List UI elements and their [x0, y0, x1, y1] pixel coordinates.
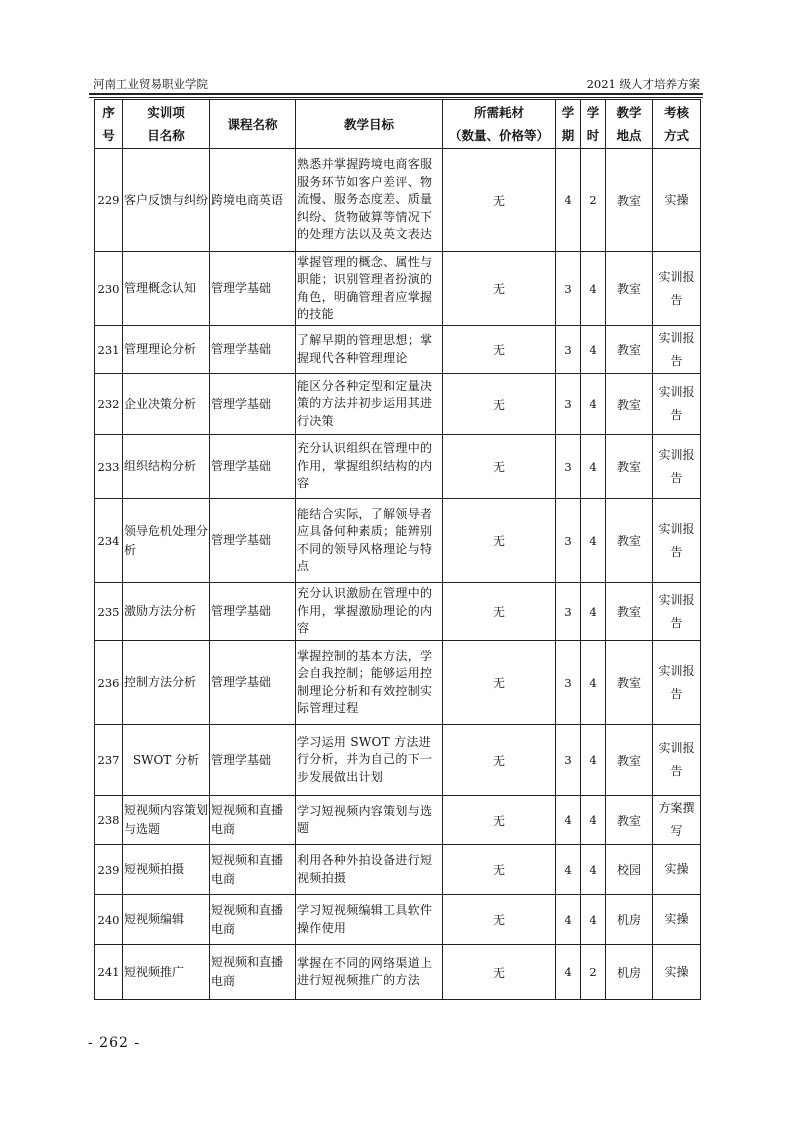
project-name: 短视频编辑: [123, 895, 210, 945]
course-name: 短视频和直播电商: [210, 895, 296, 945]
teaching-place: 教室: [606, 435, 653, 499]
plan-title: 2021 级人才培养方案: [586, 77, 700, 91]
course-name: 跨境电商英语: [210, 149, 296, 252]
course-name: 短视频和直播电商: [210, 845, 296, 895]
row-number: 236: [95, 641, 123, 725]
materials: 无: [443, 845, 556, 895]
header-rule-thin: [89, 97, 703, 98]
row-number: 239: [95, 845, 123, 895]
page-header: [93, 76, 700, 92]
table-header-row: [95, 100, 701, 149]
term: 4: [556, 149, 581, 252]
assessment: 实训报告: [653, 435, 701, 499]
row-number: 229: [95, 149, 123, 252]
teaching-place: 教室: [606, 252, 653, 326]
page-number: - 262 -: [88, 1035, 141, 1051]
table-row: [95, 149, 701, 252]
table-row: [95, 435, 701, 499]
term: 3: [556, 374, 581, 435]
teaching-place: 机房: [606, 895, 653, 945]
project-name: 组织结构分析: [123, 435, 210, 499]
hours: 4: [581, 583, 606, 641]
teaching-place: 教室: [606, 725, 653, 796]
teaching-place: 校园: [606, 845, 653, 895]
col-header-materials: 所需耗材 （数量、价格等）: [443, 100, 556, 149]
hours: 4: [581, 845, 606, 895]
teaching-place: 机房: [606, 945, 653, 1000]
teaching-goal: 掌握控制的基本方法，学会自我控制；能够运用控制理论分析和有效控制实际管理过程: [296, 641, 443, 725]
project-name: 短视频推广: [123, 945, 210, 1000]
term: 3: [556, 326, 581, 374]
row-number: 234: [95, 499, 123, 583]
assessment: 方案撰写: [653, 796, 701, 845]
hours: 4: [581, 725, 606, 796]
teaching-place: 教室: [606, 583, 653, 641]
term: 3: [556, 583, 581, 641]
course-name: 管理学基础: [210, 583, 296, 641]
teaching-place: 教室: [606, 149, 653, 252]
project-name: 激励方法分析: [123, 583, 210, 641]
teaching-goal: 学习运用 SWOT 方法进行分析，并为自己的下一步发展做出计划: [296, 725, 443, 796]
assessment: 实训报告: [653, 641, 701, 725]
row-number: 230: [95, 252, 123, 326]
hours: 4: [581, 326, 606, 374]
assessment: 实训报告: [653, 252, 701, 326]
materials: 无: [443, 641, 556, 725]
school-name: 河南工业贸易职业学院: [93, 77, 208, 91]
course-name: 管理学基础: [210, 374, 296, 435]
hours: 2: [581, 149, 606, 252]
term: 3: [556, 725, 581, 796]
assessment: 实训报告: [653, 326, 701, 374]
col-header-place: 教学 地点: [606, 100, 653, 149]
project-name: 管理理论分析: [123, 326, 210, 374]
col-header-hours: 学 时: [581, 100, 606, 149]
course-name: 管理学基础: [210, 326, 296, 374]
teaching-goal: 能区分各种定型和定量决策的方法并初步运用其进行决策: [296, 374, 443, 435]
row-number: 241: [95, 945, 123, 1000]
assessment: 实操: [653, 149, 701, 252]
course-name: 管理学基础: [210, 252, 296, 326]
term: 4: [556, 945, 581, 1000]
table-row: [95, 374, 701, 435]
teaching-goal: 掌握管理的概念、属性与职能；识别管理者扮演的角色，明确管理者应掌握的技能: [296, 252, 443, 326]
col-header-name: 实训项 目名称: [123, 100, 210, 149]
row-number: 240: [95, 895, 123, 945]
materials: 无: [443, 435, 556, 499]
assessment: 实训报告: [653, 499, 701, 583]
table-row: [95, 845, 701, 895]
hours: 4: [581, 499, 606, 583]
training-table: [94, 99, 701, 1000]
materials: 无: [443, 945, 556, 1000]
materials: 无: [443, 374, 556, 435]
course-name: 短视频和直播电商: [210, 796, 296, 845]
teaching-goal: 利用各种外拍设备进行短视频拍摄: [296, 845, 443, 895]
hours: 4: [581, 895, 606, 945]
assessment: 实训报告: [653, 725, 701, 796]
term: 3: [556, 435, 581, 499]
teaching-goal: 充分认识组织在管理中的作用，掌握组织结构的内容: [296, 435, 443, 499]
course-name: 管理学基础: [210, 641, 296, 725]
teaching-place: 教室: [606, 641, 653, 725]
teaching-goal: 熟悉并掌握跨境电商客服服务环节如客户差评、物流慢、服务态度差、质量纠纷、货物破算等情况下的处理方法以及英文表达: [296, 149, 443, 252]
project-name: 企业决策分析: [123, 374, 210, 435]
course-name: 管理学基础: [210, 435, 296, 499]
teaching-goal: 学习短视频编辑工具软件操作使用: [296, 895, 443, 945]
project-name: 客户反馈与纠纷: [123, 149, 210, 252]
header-rule-thick: [89, 93, 703, 95]
col-header-goal: 教学目标: [296, 100, 443, 149]
col-header-term: 学 期: [556, 100, 581, 149]
hours: 4: [581, 374, 606, 435]
term: 4: [556, 845, 581, 895]
teaching-goal: 学习短视频内容策划与选题: [296, 796, 443, 845]
table-row: [95, 725, 701, 796]
table-row: [95, 499, 701, 583]
assessment: 实操: [653, 845, 701, 895]
materials: 无: [443, 326, 556, 374]
materials: 无: [443, 796, 556, 845]
hours: 2: [581, 945, 606, 1000]
course-name: 管理学基础: [210, 725, 296, 796]
row-number: 235: [95, 583, 123, 641]
project-name: 控制方法分析: [123, 641, 210, 725]
row-number: 233: [95, 435, 123, 499]
materials: 无: [443, 149, 556, 252]
project-name: 管理概念认知: [123, 252, 210, 326]
teaching-goal: 充分认识激励在管理中的作用，掌握激励理论的内容: [296, 583, 443, 641]
hours: 4: [581, 435, 606, 499]
row-number: 232: [95, 374, 123, 435]
project-name: 短视频内容策划与选题: [123, 796, 210, 845]
course-name: 短视频和直播电商: [210, 945, 296, 1000]
table-row: [95, 895, 701, 945]
term: 4: [556, 796, 581, 845]
row-number: 237: [95, 725, 123, 796]
teaching-goal: 了解早期的管理思想；掌握现代各种管理理论: [296, 326, 443, 374]
hours: 4: [581, 252, 606, 326]
term: 3: [556, 641, 581, 725]
col-header-no: 序 号: [95, 100, 123, 149]
teaching-place: 教室: [606, 499, 653, 583]
assessment: 实操: [653, 945, 701, 1000]
hours: 4: [581, 796, 606, 845]
table-row: [95, 796, 701, 845]
teaching-goal: 能结合实际，了解领导者应具备何种素质；能辨别不同的领导风格理论与特点: [296, 499, 443, 583]
table-row: [95, 945, 701, 1000]
table-row: [95, 641, 701, 725]
teaching-place: 教室: [606, 326, 653, 374]
table-body: [95, 149, 701, 1000]
materials: 无: [443, 252, 556, 326]
materials: 无: [443, 499, 556, 583]
term: 3: [556, 252, 581, 326]
col-header-assessment: 考核 方式: [653, 100, 701, 149]
assessment: 实训报告: [653, 583, 701, 641]
col-header-course: 课程名称: [210, 100, 296, 149]
term: 3: [556, 499, 581, 583]
assessment: 实操: [653, 895, 701, 945]
teaching-goal: 掌握在不同的网络渠道上进行短视频推广的方法: [296, 945, 443, 1000]
row-number: 238: [95, 796, 123, 845]
teaching-place: 教室: [606, 374, 653, 435]
project-name: 短视频拍摄: [123, 845, 210, 895]
course-name: 管理学基础: [210, 499, 296, 583]
hours: 4: [581, 641, 606, 725]
table-row: [95, 326, 701, 374]
project-name: 领导危机处理分析: [123, 499, 210, 583]
materials: 无: [443, 895, 556, 945]
row-number: 231: [95, 326, 123, 374]
assessment: 实训报告: [653, 374, 701, 435]
teaching-place: 教室: [606, 796, 653, 845]
project-name: SWOT 分析: [123, 725, 210, 796]
table-row: [95, 583, 701, 641]
table-row: [95, 252, 701, 326]
materials: 无: [443, 583, 556, 641]
term: 4: [556, 895, 581, 945]
materials: 无: [443, 725, 556, 796]
